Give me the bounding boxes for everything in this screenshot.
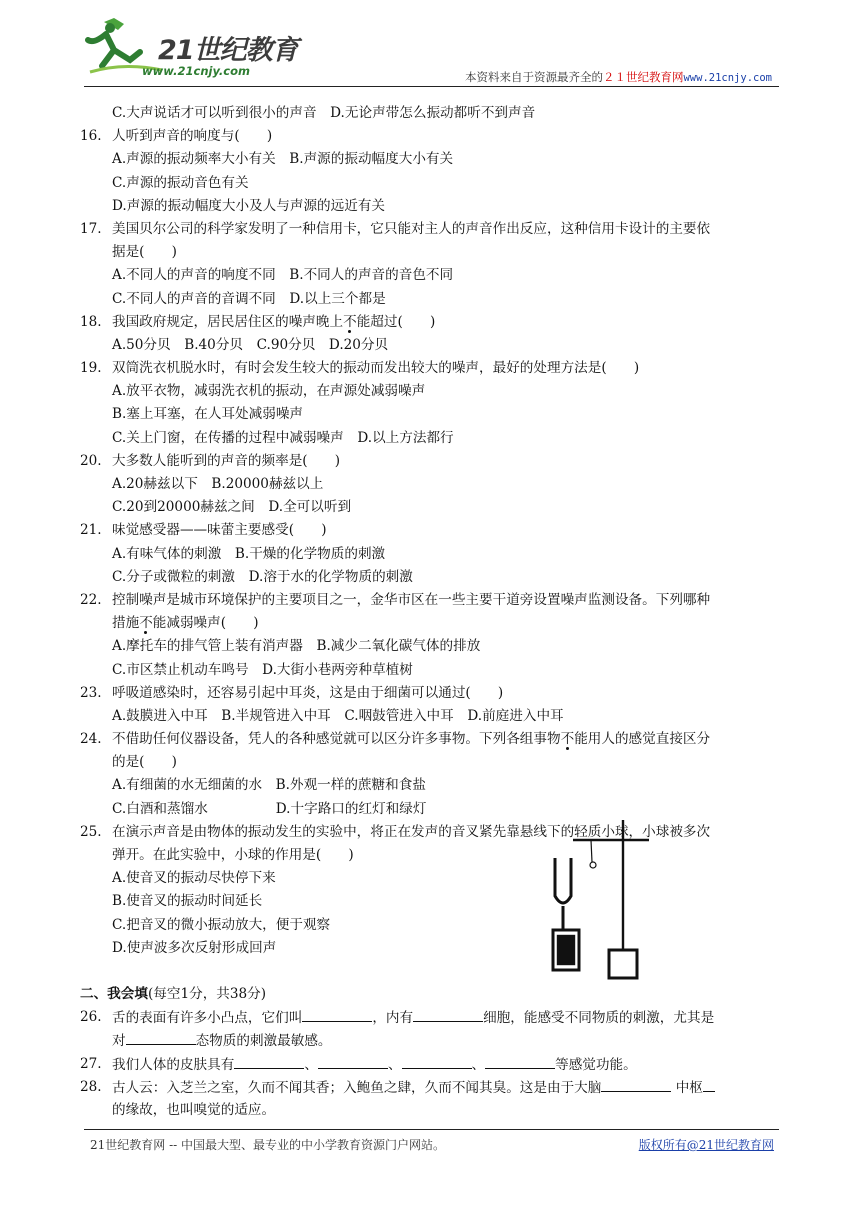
question-27 — [80, 1053, 780, 1076]
question-stem: 双筒洗衣机脱水时，有时会发生较大的振动而发出较大的噪声，最好的处理方法是( ) — [112, 360, 640, 377]
question-number: 22. — [80, 591, 102, 608]
section-title: 二、我会填 — [80, 985, 148, 1002]
stem-part: 能减弱噪声( ) — [152, 615, 259, 632]
question-number: 25. — [80, 823, 102, 840]
section-points: (每空1分，共38分) — [147, 985, 267, 1002]
question-number: 18. — [80, 313, 102, 330]
answer-blank[interactable] — [302, 1006, 372, 1022]
question-26 — [80, 1006, 780, 1052]
option-line: B.塞上耳塞，在人耳处减弱噪声 — [112, 406, 304, 423]
footer-divider — [84, 1129, 779, 1130]
question-stem: 味觉感受器——味蕾主要感受( ) — [112, 522, 327, 539]
answer-blank[interactable] — [234, 1053, 304, 1069]
stem-part: 等感觉功能。 — [555, 1056, 637, 1073]
question-stem — [112, 1053, 637, 1076]
option-line: C.分子或微粒的刺激 D.溶于水的化学物质的刺激 — [112, 568, 413, 585]
option-line: C.声源的振动音色有关 — [112, 174, 249, 191]
option-line: A.放平衣物，减弱洗衣机的振动，在声源处减弱噪声 — [112, 383, 426, 400]
question-stem — [112, 1006, 714, 1029]
option-line: C.关上门窗，在传播的过程中减弱噪声 D.以上方法都行 — [112, 429, 454, 446]
source-note — [465, 69, 772, 85]
footer-left-text: 21世纪教育网 -- 中国最大型、最专业的中小学教育资源门户网站。 — [90, 1138, 446, 1152]
question-stem-cont: 的是( ) — [112, 754, 177, 771]
question-22 — [80, 589, 780, 682]
question-16 — [80, 125, 780, 218]
question-stem: 人听到声音的响度与( ) — [112, 128, 273, 145]
question-stem-cont — [80, 612, 780, 635]
answer-blank[interactable] — [703, 1076, 715, 1092]
option-line: A.使音叉的振动尽快停下来 — [112, 870, 276, 887]
stem-part: 舌的表面有许多小凸点，它们叫 — [112, 1010, 303, 1027]
question-18 — [80, 311, 780, 357]
question-number: 20. — [80, 452, 102, 469]
option-line: A.声源的振动频率大小有关 B.声源的振动幅度大小有关 — [112, 151, 454, 168]
stem-part: 对 — [112, 1033, 126, 1050]
stem-part: 态物质的刺激最敏感。 — [195, 1033, 332, 1050]
option-line: A.摩托车的排气管上装有消声器 B.减少二氧化碳气体的排放 — [112, 638, 481, 655]
answer-blank[interactable] — [485, 1053, 555, 1069]
logo-url: www.21cnjy.com — [142, 64, 250, 78]
question-number: 19. — [80, 360, 102, 377]
answer-blank[interactable] — [601, 1076, 671, 1092]
question-stem-cont: 据是( ) — [112, 244, 177, 261]
question-stem-cont: 弹开。在此实验中，小球的作用是( ) — [112, 847, 354, 863]
question-stem: 控制噪声是城市环境保护的主要项目之一，金华市区在一些主要干道旁设置噪声监测设备。下列哪种 — [112, 591, 711, 608]
stem-part: 不借助任何仪器设备，凭人的各种感觉就可以区分许多事物。下列各组事物 — [112, 731, 561, 748]
tuning-fork-figure — [545, 818, 665, 982]
question-number: 16. — [80, 128, 102, 145]
answer-blank[interactable] — [402, 1053, 472, 1069]
option-line: A.20赫兹以下 B.20000赫兹以上 — [112, 476, 324, 492]
separator: 、 — [471, 1056, 486, 1073]
question-stem: 呼吸道感染时，还容易引起中耳炎，这是由于细菌可以通过( ) — [112, 684, 504, 701]
question-stem — [112, 311, 435, 334]
option-line: C.不同人的声音的音调不同 D.以上三个都是 — [112, 290, 386, 307]
header-divider — [84, 86, 779, 87]
source-prefix: 本资料来自于资源最齐全的 — [464, 70, 603, 84]
option-line: A.不同人的声音的响度不同 B.不同人的声音的音色不同 — [112, 267, 454, 284]
footer-copyright-link[interactable]: 版权所有@21世纪教育网 — [638, 1138, 774, 1152]
option-line: C.白酒和蒸馏水 D.十字路口的红灯和绿灯 — [112, 800, 427, 817]
option-line: A.鼓膜进入中耳 B.半规管进入中耳 C.咽鼓管进入中耳 D.前庭进入中耳 — [112, 707, 564, 724]
option-line: C.市区禁止机动车鸣号 D.大街小巷两旁种草植树 — [112, 661, 413, 678]
stem-part: ，内有 — [372, 1010, 414, 1027]
answer-blank[interactable] — [413, 1006, 483, 1022]
stem-part: 能用人的感觉直接区分 — [574, 731, 711, 748]
stem-part: 中枢 — [671, 1079, 703, 1096]
question-number: 28. — [80, 1078, 102, 1095]
question-21 — [80, 519, 780, 589]
emphasis-dot-char: 不 — [139, 615, 153, 632]
stem-part: 我们人体的皮肤具有 — [112, 1056, 235, 1073]
question-number: 24. — [80, 731, 102, 748]
page-header — [84, 14, 784, 86]
logo-text: 21世纪教育 — [158, 35, 298, 66]
option-line: C.20到20000赫兹之间 D.全可以听到 — [112, 499, 352, 516]
emphasis-dot-char: 不 — [560, 731, 575, 748]
question-stem: 在演示声音是由物体的振动发生的实验中，将正在发声的音叉紧先靠悬线下的轻质小球，小球被多次 — [112, 823, 711, 840]
question-number: 27. — [80, 1055, 102, 1072]
option-line: D.声源的振动幅度大小及人与声源的远近有关 — [112, 197, 386, 214]
question-stem — [112, 728, 710, 751]
question-number: 21. — [80, 522, 102, 539]
section-heading — [80, 983, 780, 1006]
exam-content — [80, 102, 780, 1122]
q15-options-cd: C.大声说话才可以听到很小的声音 D.无论声带怎么振动都听不到声音 — [112, 105, 536, 121]
question-19 — [80, 357, 780, 450]
option-line: A.有细菌的水无细菌的水 B.外观一样的蔗糖和食盐 — [112, 777, 426, 794]
option-line: C.把音叉的微小振动放大，便于观察 — [112, 916, 331, 933]
question-stem-cont: 的缘故，也叫嗅觉的适应。 — [112, 1101, 276, 1118]
source-url: www.21cnjy.com — [683, 72, 772, 84]
answer-blank[interactable] — [126, 1029, 196, 1045]
question-25 — [80, 821, 780, 960]
question-number: 23. — [80, 684, 102, 701]
emphasis-dot-char: 不 — [343, 313, 357, 330]
source-site-name: ２１世纪教育网 — [602, 70, 684, 84]
question-stem-cont — [80, 1029, 780, 1052]
answer-blank[interactable] — [318, 1053, 388, 1069]
stem-part: 古人云：入芝兰之室，久而不闻其香；入鲍鱼之肆，久而不闻其臭。这是由于大脑 — [112, 1079, 602, 1096]
question-stem — [112, 1076, 715, 1099]
question-number: 26. — [80, 1009, 102, 1026]
option-line: B.使音叉的振动时间延长 — [112, 893, 263, 910]
stem-part: 细胞，能感受不同物质的刺激，尤其是 — [483, 1010, 715, 1027]
option-line: A.有味气体的刺激 B.干燥的化学物质的刺激 — [112, 545, 386, 562]
stem-part: 措施 — [112, 615, 140, 632]
site-logo — [84, 14, 304, 84]
question-17 — [80, 218, 780, 311]
question-24 — [80, 728, 780, 821]
question-20 — [80, 450, 780, 520]
question-28 — [80, 1076, 780, 1122]
question-stem: 美国贝尔公司的科学家发明了一种信用卡，它只能对主人的声音作出反应，这种信用卡设计的主要依 — [112, 220, 711, 237]
separator: 、 — [387, 1056, 402, 1073]
question-stem: 大多数人能听到的声音的频率是( ) — [112, 452, 341, 469]
separator: 、 — [304, 1056, 318, 1073]
stem-part: 能超过( ) — [356, 313, 436, 330]
option-line: A.50分贝 B.40分贝 C.90分贝 D.20分贝 — [112, 336, 389, 353]
option-line: D.使声波多次反射形成回声 — [112, 939, 277, 956]
stem-part: 我国政府规定，居民居住区的噪声晚上 — [112, 313, 344, 330]
spacer — [80, 960, 780, 983]
question-number: 17. — [80, 220, 102, 237]
question-23 — [80, 682, 780, 728]
